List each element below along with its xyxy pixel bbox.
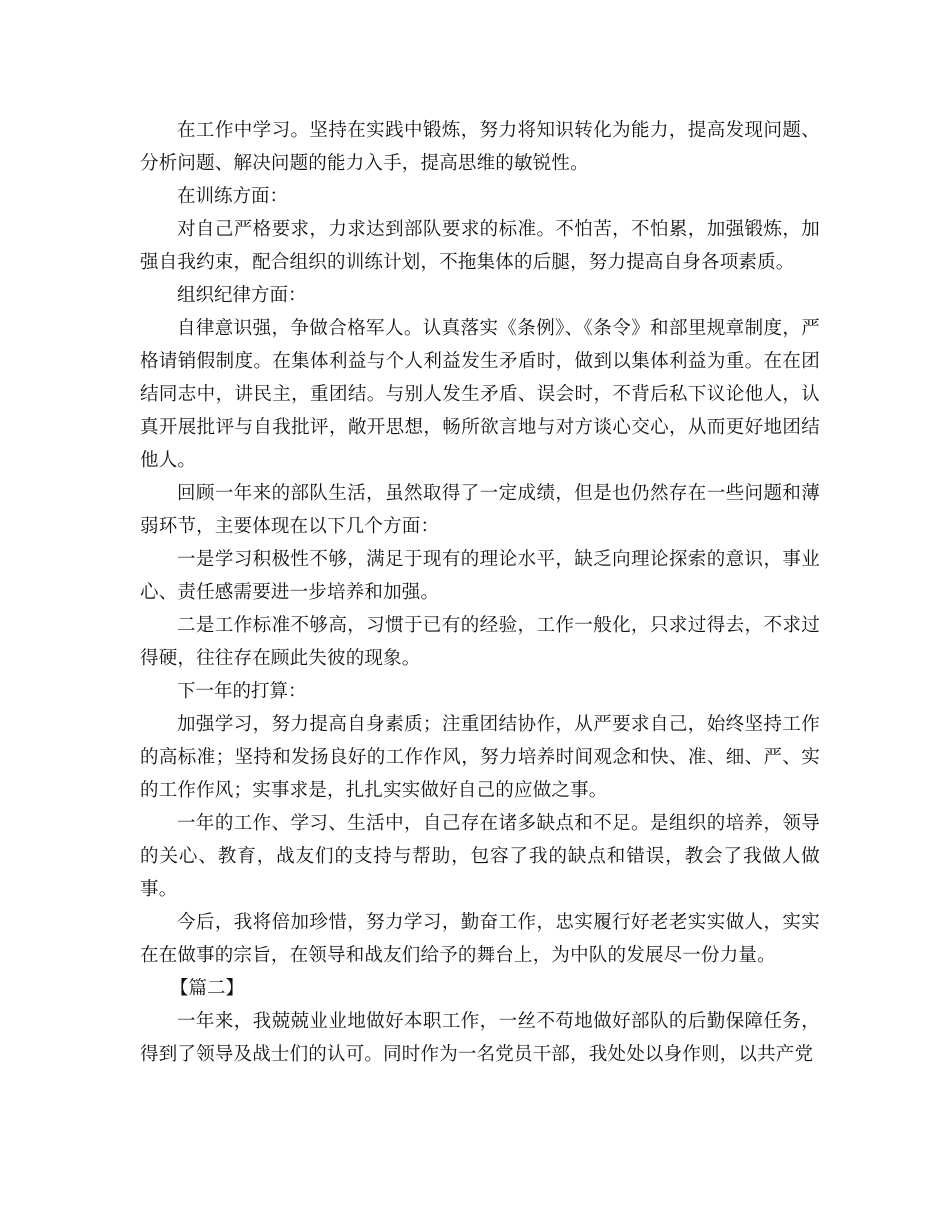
- document-body: [140, 114, 820, 1071]
- paragraph-training: 对自己严格要求，力求达到部队要求的标准。不怕苦，不怕累，加强锻炼，加强自我约束，配合组织的训练计划，不拖集体的后腿，努力提高自身各项素质。: [140, 219, 820, 273]
- section-title-part-two: 【篇二】: [170, 978, 245, 999]
- heading-training: 在训练方面：: [177, 186, 289, 207]
- paragraph-reflection: 一年的工作、学习、生活中，自己存在诸多缺点和不足。是组织的培养，领导的关心、教育，战友们的支持与帮助，包容了我的缺点和错误，教会了我做人做事。: [140, 813, 820, 900]
- heading-next-year: 下一年的打算：: [177, 681, 307, 702]
- paragraph-part-two-intro: 一年来，我兢兢业业地做好本职工作，一丝不苟地做好部队的后勤保障任务，得到了领导及战士们的认可。同时作为一名党员干部，我处处以身作则，以共产党: [140, 1011, 820, 1065]
- paragraph-discipline: 自律意识强，争做合格军人。认真落实《条例》、《条令》和部里规章制度，严格请销假制度。在集体利益与个人利益发生矛盾时，做到以集体利益为重。在在团结同志中，讲民主，重团结。与别人发生矛盾、误会时，不背后私下议论他人，认真开展批评与自我批评，敞开思想，畅所欲言地与对方谈心交心，从而更好地团结他人。: [140, 318, 820, 471]
- paragraph-plan: 加强学习，努力提高自身素质；注重团结协作，从严要求自己，始终坚持工作的高标准；坚持和发扬良好的工作作风，努力培养时间观念和快、准、细、严、实的工作作风；实事求是，扎扎实实做好自己的应做之事。: [140, 714, 820, 801]
- paragraph-issue-one: 一是学习积极性不够，满足于现有的理论水平，缺乏向理论探索的意识，事业心、责任感需要进一步培养和加强。: [140, 549, 820, 603]
- paragraph-work-study: 在工作中学习。坚持在实践中锻炼，努力将知识转化为能力，提高发现问题、分析问题、解决问题的能力入手，提高思维的敏锐性。: [140, 120, 820, 174]
- paragraph-future: 今后，我将倍加珍惜，努力学习，勤奋工作，忠实履行好老老实实做人，实实在在做事的宗旨，在领导和战友们给予的舞台上，为中队的发展尽一份力量。: [140, 912, 820, 966]
- heading-discipline: 组织纪律方面：: [177, 285, 307, 306]
- paragraph-review: 回顾一年来的部队生活，虽然取得了一定成绩，但是也仍然存在一些问题和薄弱环节，主要体现在以下几个方面：: [140, 483, 820, 537]
- paragraph-issue-two: 二是工作标准不够高，习惯于已有的经验，工作一般化，只求过得去，不求过得硬，往往存在顾此失彼的现象。: [140, 615, 820, 669]
